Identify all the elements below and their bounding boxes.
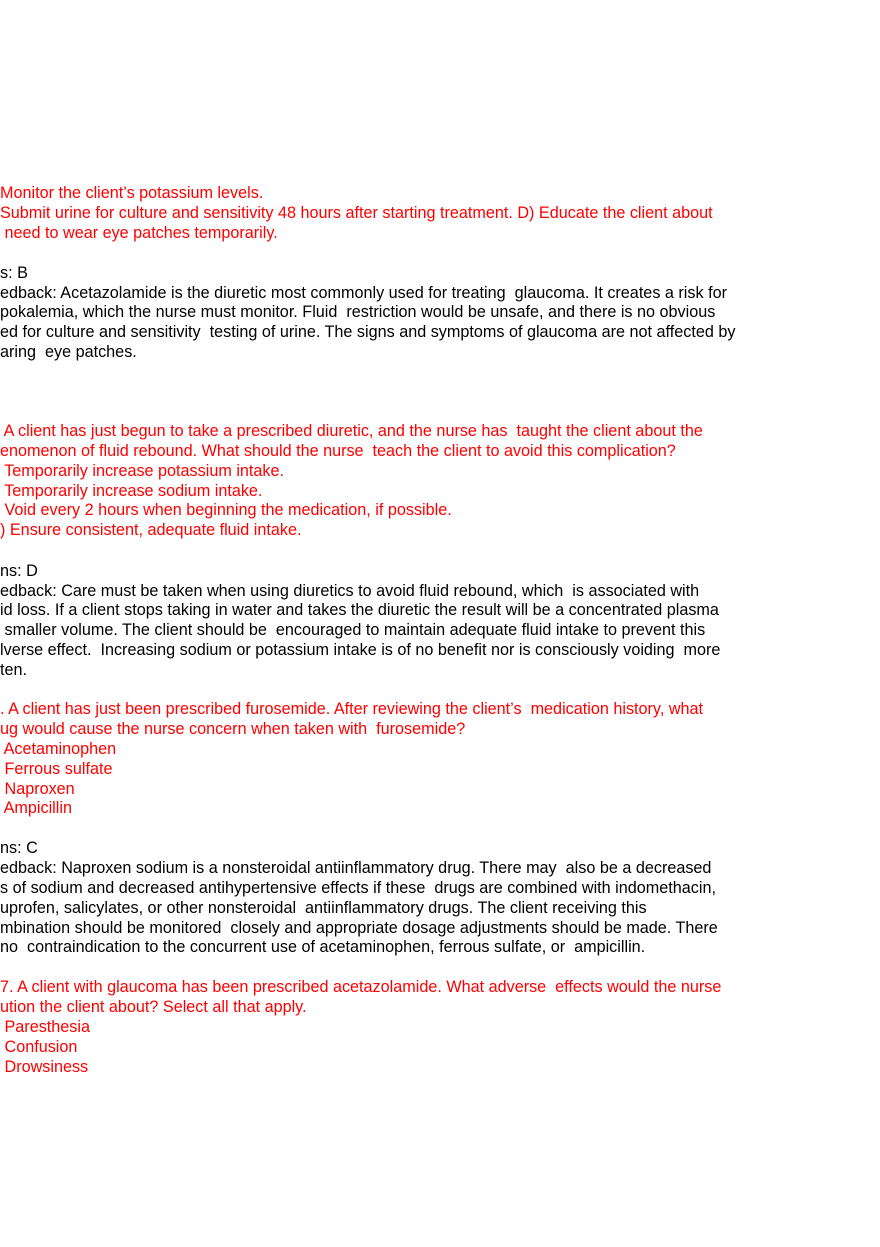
question-option: Submit urine for culture and sensitivity 48 hours after starting treatment. D) Educate the client about (0, 204, 713, 222)
question-option: ) Ensure consistent, adequate fluid intake. (0, 521, 302, 539)
feedback-text: no contraindication to the concurrent use of acetaminophen, ferrous sulfate, or ampicillin. (0, 938, 646, 956)
feedback-text: pokalemia, which the nurse must monitor. Fluid restriction would be unsafe, and there is no obvious (0, 303, 716, 321)
feedback-text: smaller volume. The client should be encouraged to maintain adequate fluid intake to prevent this (0, 621, 706, 639)
question-text: 7. A client with glaucoma has been prescribed acetazolamide. What adverse effects would the nurse (0, 978, 722, 996)
feedback-text: aring eye patches. (0, 343, 137, 361)
question-option: Ferrous sulfate (0, 760, 113, 778)
question-option: Acetaminophen (0, 740, 117, 758)
question-text: A client has just begun to take a prescribed diuretic, and the nurse has taught the client about the (0, 422, 703, 440)
question-text: ution the client about? Select all that apply. (0, 998, 307, 1016)
question-option: need to wear eye patches temporarily. (0, 224, 278, 242)
question-text: ug would cause the nurse concern when taken with furosemide? (0, 720, 466, 738)
question-option: Paresthesia (0, 1018, 90, 1036)
answer-key: ns: C (0, 839, 38, 857)
question-text: enomenon of fluid rebound. What should the nurse teach the client to avoid this complication? (0, 442, 676, 460)
feedback-text: edback: Naproxen sodium is a nonsteroidal antiinflammatory drug. There may also be a decreased (0, 859, 712, 877)
question-option: Void every 2 hours when beginning the medication, if possible. (0, 501, 452, 519)
answer-key: ns: D (0, 562, 38, 580)
feedback-text: edback: Acetazolamide is the diuretic most commonly used for treating glaucoma. It creates a risk for (0, 284, 727, 302)
question-option: Ampicillin (0, 799, 72, 817)
question-option: Monitor the client’s potassium levels. (0, 184, 264, 202)
feedback-text: lverse effect. Increasing sodium or potassium intake is of no benefit nor is consciously voiding more (0, 641, 721, 659)
feedback-text: uprofen, salicylates, or other nonsteroidal antiinflammatory drugs. The client receiving this (0, 899, 647, 917)
feedback-text: id loss. If a client stops taking in water and takes the diuretic the result will be a concentrated plasma (0, 601, 719, 619)
question-option: Naproxen (0, 780, 75, 798)
feedback-text: edback: Care must be taken when using diuretics to avoid fluid rebound, which is associated with (0, 582, 700, 600)
question-option: Temporarily increase potassium intake. (0, 462, 285, 480)
feedback-text: mbination should be monitored closely and appropriate dosage adjustments should be made. There (0, 919, 718, 937)
question-option: Temporarily increase sodium intake. (0, 482, 263, 500)
feedback-text: ed for culture and sensitivity testing of urine. The signs and symptoms of glaucoma are not affected by (0, 323, 736, 341)
question-option: Drowsiness (0, 1058, 89, 1076)
question-option: Confusion (0, 1038, 78, 1056)
feedback-text: ten. (0, 661, 28, 679)
question-text: . A client has just been prescribed furosemide. After reviewing the client’s medication history, what (0, 700, 704, 718)
feedback-text: s of sodium and decreased antihypertensive effects if these drugs are combined with indomethacin, (0, 879, 716, 897)
answer-key: s: B (0, 264, 28, 282)
